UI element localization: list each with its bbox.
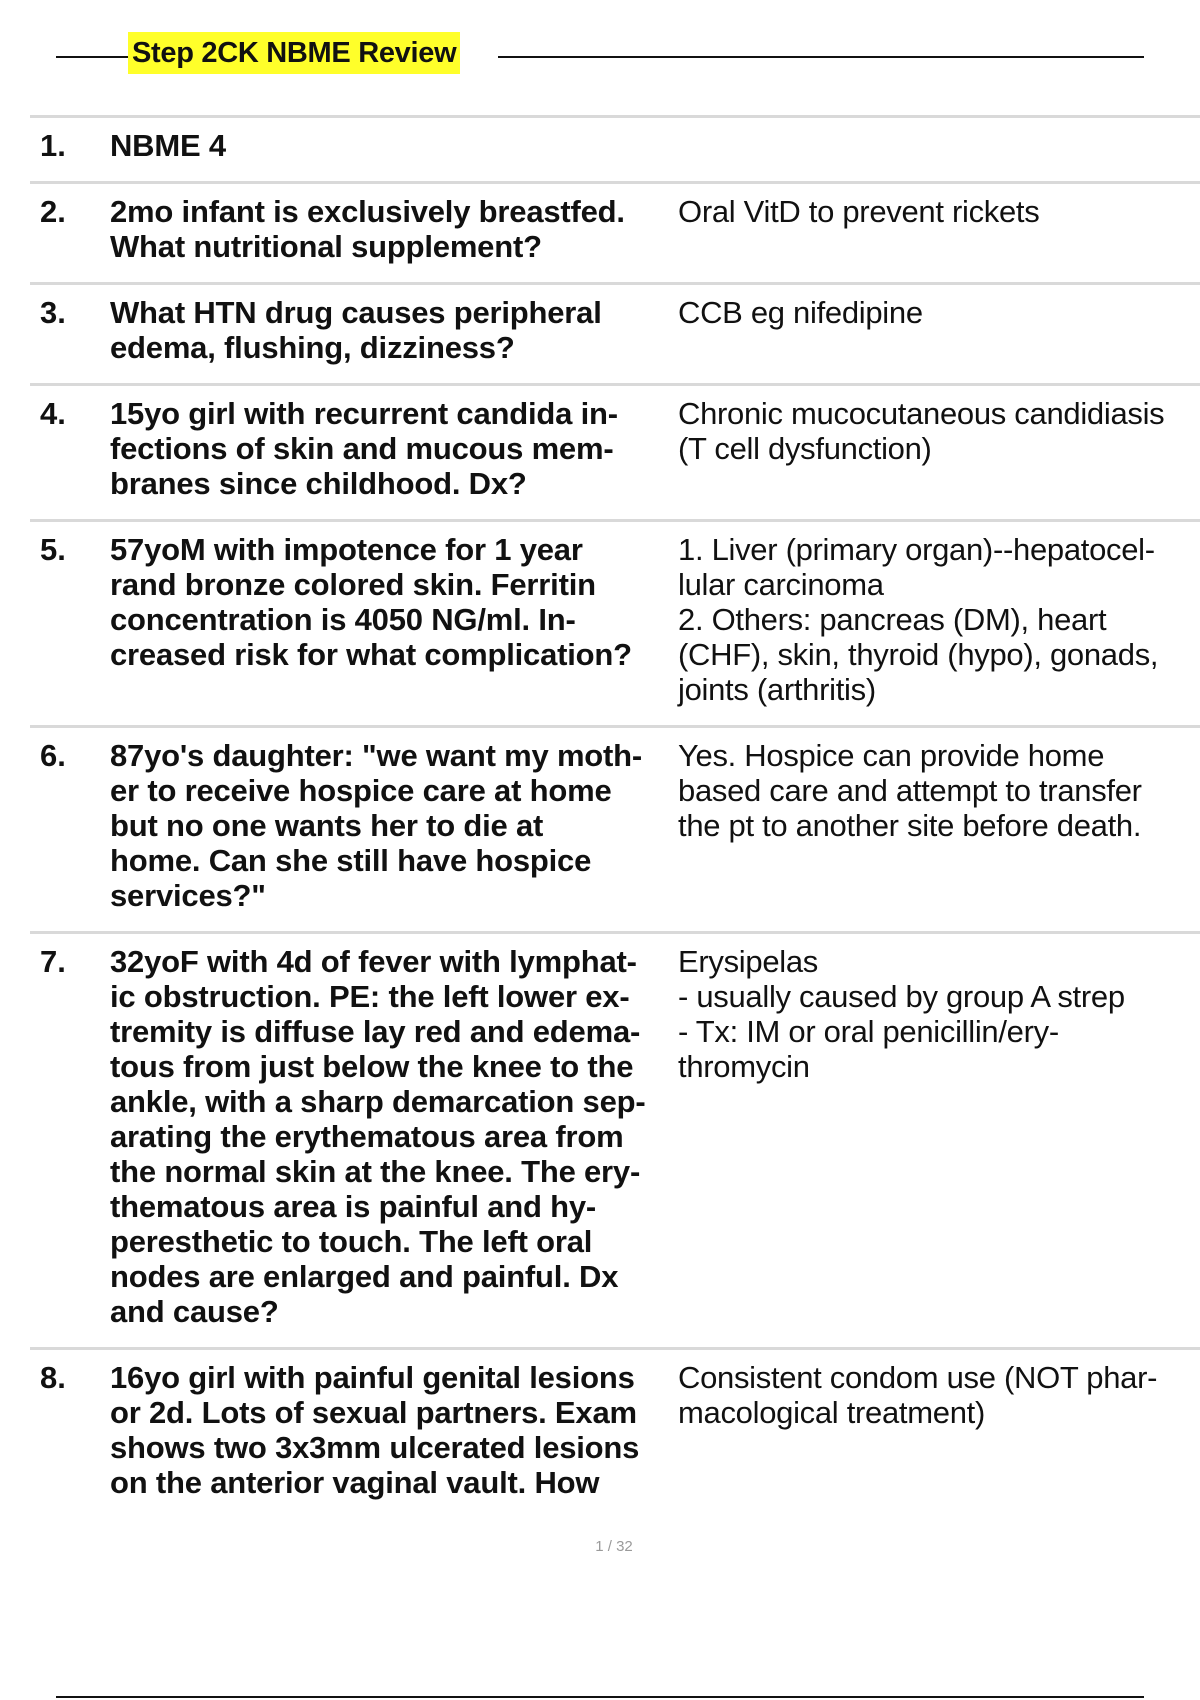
card-row bbox=[30, 725, 1200, 931]
card-answer: Oral VitD to prevent rickets bbox=[678, 194, 1040, 229]
card-question: What HTN drug causes peripheral edema, flushing, dizziness? bbox=[110, 295, 602, 365]
card-question: 32yoF with 4d of fever with lymphat- ic obstruction. PE: the left lower ex- tremity is diffuse lay red and edema- tous from just below the knee to the ankle, with a sharp demarcation sep- arating the erythematous area from the normal skin at the knee. The ery- thematous area is painful and hy- peresthetic to touch. The left oral nodes are enlarged and painful. Dx and cause? bbox=[110, 944, 646, 1329]
page-title: Step 2CK NBME Review bbox=[128, 32, 460, 74]
card-question: 87yo's daughter: "we want my moth- er to receive hospice care at home but no one wants her to die at home. Can she still have hospice services?" bbox=[110, 738, 643, 913]
card-number: 7. bbox=[40, 944, 66, 979]
card-number: 5. bbox=[40, 532, 66, 567]
card-answer: Erysipelas - usually caused by group A strep - Tx: IM or oral penicillin/ery- thromycin bbox=[678, 944, 1125, 1084]
card-question: 2mo infant is exclusively breastfed. What nutritional supplement? bbox=[110, 194, 625, 264]
card-question: 57yoM with impotence for 1 year rand bronze colored skin. Ferritin concentration is 4050 NG/ml. In- creased risk for what complication? bbox=[110, 532, 632, 672]
card-number: 1. bbox=[40, 128, 66, 163]
flashcard-list bbox=[30, 115, 1200, 1518]
card-answer: 1. Liver (primary organ)--hepatocel- lular carcinoma 2. Others: pancreas (DM), heart (CHF), skin, thyroid (hypo), gonads, joints (arthritis) bbox=[678, 532, 1159, 707]
card-row bbox=[30, 519, 1200, 725]
card-number: 3. bbox=[40, 295, 66, 330]
card-number: 6. bbox=[40, 738, 66, 773]
card-row bbox=[30, 115, 1200, 181]
card-row bbox=[30, 1347, 1200, 1518]
card-answer bbox=[668, 128, 1200, 163]
card-row bbox=[30, 383, 1200, 519]
page-number: 1 / 32 bbox=[595, 1538, 633, 1555]
card-row bbox=[30, 181, 1200, 282]
card-question: 16yo girl with painful genital lesions or 2d. Lots of sexual partners. Exam shows two 3x3mm ulcerated lesions on the anterior vaginal vault. How bbox=[110, 1360, 640, 1500]
title-rule-right bbox=[498, 56, 1144, 58]
card-question: 15yo girl with recurrent candida in- fections of skin and mucous mem- branes since childhood. Dx? bbox=[110, 396, 618, 501]
title-rule-left bbox=[56, 56, 130, 58]
card-number: 4. bbox=[40, 396, 66, 431]
footer-rule bbox=[56, 1696, 1144, 1698]
card-answer: Consistent condom use (NOT phar- macological treatment) bbox=[678, 1360, 1158, 1430]
card-number: 8. bbox=[40, 1360, 66, 1395]
card-row bbox=[30, 931, 1200, 1347]
card-answer: Yes. Hospice can provide home based care and attempt to transfer the pt to another site before death. bbox=[678, 738, 1142, 843]
card-answer: Chronic mucocutaneous candidiasis (T cell dysfunction) bbox=[678, 396, 1165, 466]
card-question: NBME 4 bbox=[110, 128, 226, 163]
card-answer: CCB eg nifedipine bbox=[678, 295, 923, 330]
card-row bbox=[30, 282, 1200, 383]
card-number: 2. bbox=[40, 194, 66, 229]
